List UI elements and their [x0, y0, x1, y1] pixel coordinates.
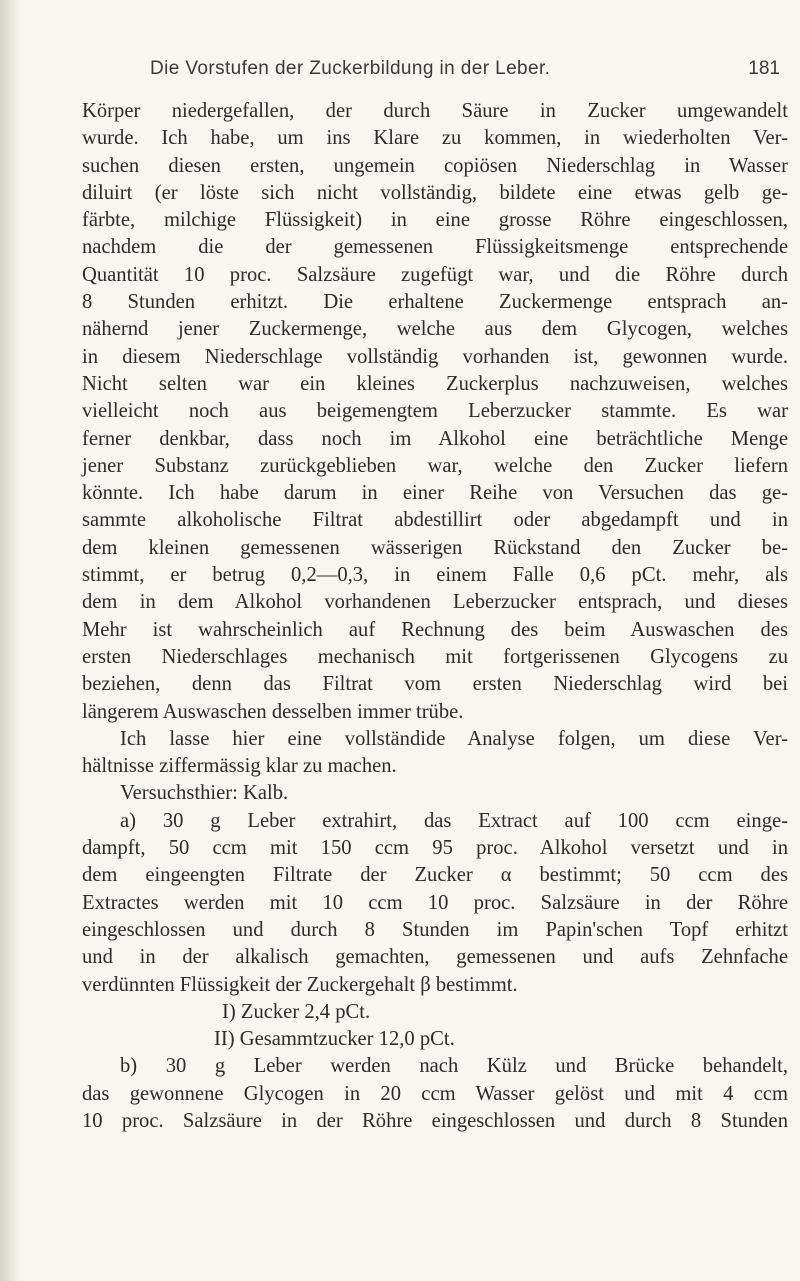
- page-header: [150, 58, 780, 88]
- text-line: ferner denkbar, dass noch im Alkohol eine beträchtliche Menge: [82, 427, 788, 450]
- subject-line: Versuchsthier: Kalb.: [120, 782, 289, 805]
- section-b-line: 10 proc. Salzsäure in der Röhre eingeschlossen und durch 8 Stunden: [82, 1109, 788, 1132]
- section-a-line: dem eingeengten Filtrate der Zucker α bestimmt; 50 ccm des: [82, 864, 788, 887]
- text-line: färbte, milchige Flüssigkeit) in eine grosse Röhre eingeschlossen,: [82, 209, 788, 232]
- running-title: Die Vorstufen der Zuckerbildung in der Leber.: [150, 58, 551, 79]
- section-a-line: verdünnten Flüssigkeit der Zuckergehalt β bestimmt.: [82, 973, 518, 996]
- text-line: Körper niedergefallen, der durch Säure in Zucker umgewandelt: [82, 100, 788, 122]
- text-line: ersten Niederschlages mechanisch mit fortgerissenen Glycogens zu: [82, 645, 788, 668]
- text-line: 8 Stunden erhitzt. Die erhaltene Zuckermenge entsprach an-: [82, 291, 788, 314]
- text-line: wurde. Ich habe, um ins Klare zu kommen, in wiederholten Ver-: [82, 127, 788, 150]
- text-line: Quantität 10 proc. Salzsäure zugefügt war, und die Röhre durch: [82, 263, 788, 286]
- text-line: dem in dem Alkohol vorhandenen Leberzucker entsprach, und dieses: [82, 591, 788, 614]
- text-line: stimmt, er betrug 0,2—0,3, in einem Falle 0,6 pCt. mehr, als: [82, 564, 788, 587]
- text-line: nachdem die der gemessenen Flüssigkeitsmenge entsprechende: [82, 236, 788, 259]
- section-b-line: b) 30 g Leber werden nach Külz und Brücke behandelt,: [120, 1055, 788, 1078]
- text-line: nähernd jener Zuckermenge, welche aus dem Glycogen, welches: [82, 318, 788, 341]
- text-line: diluirt (er löste sich nicht vollständig, bildete eine etwas gelb ge-: [82, 181, 788, 204]
- page-gutter-shadow: [0, 0, 22, 1281]
- text-line: dem kleinen gemessenen wässerigen Rückstand den Zucker be-: [82, 536, 788, 559]
- text-line: könnte. Ich habe darum in einer Reihe von Versuchen das ge-: [82, 482, 788, 505]
- result-line-2: II) Gesammtzucker 12,0 pCt.: [214, 1028, 455, 1051]
- text-line: suchen diesen ersten, ungemein copiösen Niederschlag in Wasser: [82, 154, 788, 177]
- text-line: sammte alkoholische Filtrat abdestillirt oder abgedampft und in: [82, 509, 788, 532]
- result-line-1: I) Zucker 2,4 pCt.: [222, 1000, 371, 1023]
- section-a-line: eingeschlossen und durch 8 Stunden im Papin'schen Topf erhitzt: [82, 918, 788, 941]
- paragraph-2-line: hältnisse ziffermässig klar zu machen.: [82, 755, 397, 778]
- text-line: Mehr ist wahrscheinlich auf Rechnung des beim Auswaschen des: [82, 618, 788, 641]
- text-line: längerem Auswaschen desselben immer trübe.: [82, 700, 464, 723]
- body-text: [82, 98, 788, 1135]
- section-a-line: und in der alkalisch gemachten, gemessenen und aufs Zehnfache: [82, 946, 788, 969]
- section-b-line: das gewonnene Glycogen in 20 ccm Wasser gelöst und mit 4 ccm: [82, 1082, 788, 1105]
- text-line: Nicht selten war ein kleines Zuckerplus nachzuweisen, welches: [82, 372, 788, 395]
- section-a-line: dampft, 50 ccm mit 150 ccm 95 proc. Alkohol versetzt und in: [82, 837, 788, 860]
- text-line: in diesem Niederschlage vollständig vorhanden ist, gewonnen wurde.: [82, 345, 788, 368]
- page-number: 181: [748, 58, 780, 79]
- section-a-line: Extractes werden mit 10 ccm 10 proc. Salzsäure in der Röhre: [82, 891, 788, 914]
- paragraph-2-line: Ich lasse hier eine vollständide Analyse folgen, um diese Ver-: [120, 727, 788, 750]
- section-a-line: a) 30 g Leber extrahirt, das Extract auf 100 ccm einge-: [120, 809, 788, 832]
- text-line: jener Substanz zurückgeblieben war, welche den Zucker liefern: [82, 454, 788, 477]
- text-line: vielleicht noch aus beigemengtem Leberzucker stammte. Es war: [82, 400, 788, 423]
- text-line: beziehen, denn das Filtrat vom ersten Niederschlag wird bei: [82, 673, 788, 696]
